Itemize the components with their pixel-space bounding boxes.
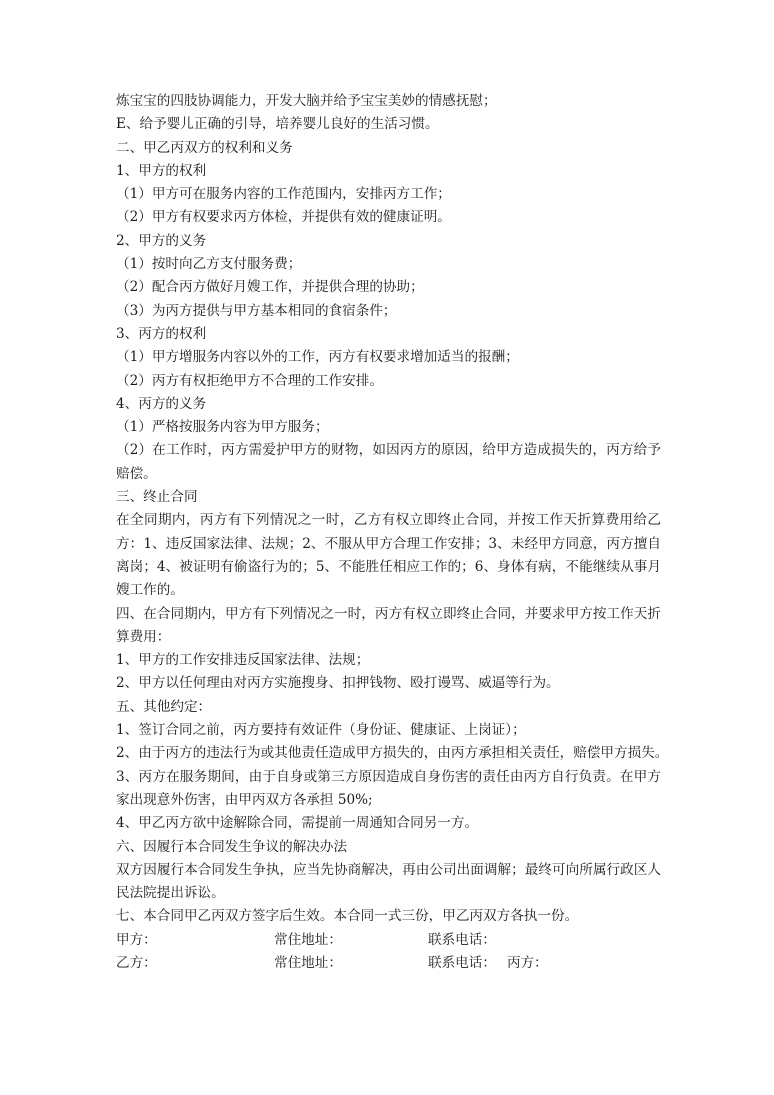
text-line: （2）甲方有权要求丙方体检，并提供有效的健康证明。: [116, 209, 451, 226]
text-line: 1、签订合同之前，丙方要持有效证件（身份证、健康证、上岗证）；: [116, 722, 526, 739]
section-heading: 五、其他约定：: [116, 698, 212, 715]
text-line: （2）丙方有权拒绝甲方不合理的工作安排。: [116, 372, 383, 389]
text-line: E、给予婴儿正确的引导，培养婴儿良好的生活习惯。: [116, 116, 439, 133]
text-line: （1）严格按服务内容为甲方服务；: [116, 419, 329, 436]
text-line: 1、甲方的工作安排违反国家法律、法规；: [116, 652, 370, 669]
signature-row-party-b: [116, 952, 661, 975]
contract-page: [116, 90, 669, 975]
paragraph-injury: 3、丙方在服务期间，由于自身或第三方原因造成自身伤害的责任由丙方自行负责。在甲方家出现意外伤害，由甲丙双方各承担 50%;: [116, 768, 661, 808]
address-label: 常住地址：: [274, 931, 342, 948]
section-heading: 二、甲乙丙双方的权利和义务: [116, 139, 293, 156]
text-line: 4、甲乙丙方欲中途解除合同，需提前一周通知合同另一方。: [116, 815, 479, 832]
section-heading: 三、终止合同: [116, 489, 198, 506]
text-line: （1）甲方可在服务内容的工作范围内，安排丙方工作；: [116, 186, 451, 203]
paragraph-termination-by-c: 四、在合同期内，甲方有下列情况之一时，丙方有权立即终止合同，并要求甲方按工作天折算费用：: [116, 605, 661, 645]
phone-label: 联系电话：: [428, 954, 496, 971]
text-line: 2、甲方以任何理由对丙方实施搜身、扣押钱物、殴打谩骂、威逼等行为。: [116, 675, 560, 692]
effective-clause: 七、本合同甲乙丙双方签字后生效。本合同一式三份，甲乙丙双方各执一份。: [116, 908, 579, 925]
text-line: （3）为丙方提供与甲方基本相同的食宿条件；: [116, 302, 397, 319]
subsection-heading: 1、甲方的权利: [116, 162, 207, 179]
subsection-heading: 3、丙方的权利: [116, 325, 207, 342]
paragraph-damage: （2）在工作时，丙方需爱护甲方的财物，如因丙方的原因，给甲方造成损失的，丙方给予赔偿。: [116, 442, 661, 482]
text-line: （1）按时向乙方支付服务费；: [116, 256, 302, 273]
paragraph-dispute: 双方因履行本合同发生争执，应当先协商解决，再由公司出面调解；最终可向所属行政区人民法院提出诉讼。: [116, 861, 661, 902]
party-a-label: 甲方：: [116, 931, 157, 948]
section-heading: 六、因履行本合同发生争议的解决办法: [116, 838, 348, 855]
party-b-label: 乙方：: [116, 954, 157, 971]
address-label: 常住地址：: [274, 954, 342, 971]
subsection-heading: 4、丙方的义务: [116, 395, 207, 412]
subsection-heading: 2、甲方的义务: [116, 232, 207, 249]
text-line: 2、由于丙方的违法行为或其他责任造成甲方损失的，由丙方承担相关责任，赔偿甲方损失。: [116, 745, 669, 762]
text-line: （2）配合丙方做好月嫂工作，并提供合理的协助；: [116, 279, 424, 296]
paragraph-termination-by-b: 在全同期内，丙方有下列情况之一时，乙方有权立即终止合同，并按工作天折算费用给乙方：1、违反国家法律、法规；2、不服从甲方合理工作安排；3、未经甲方同意，丙方擅自离岗；4、被证明有偷盗行为的；5、不能胜任相应工作的；6、身体有病，不能继续从事月嫂工作的。: [116, 512, 661, 599]
text-line: 炼宝宝的四肢协调能力，开发大脑并给予宝宝美妙的情感抚慰；: [116, 93, 497, 109]
phone-label: 联系电话：: [428, 931, 496, 948]
signature-row-party-a: [116, 929, 661, 952]
text-line: （1）甲方增服务内容以外的工作，丙方有权要求增加适当的报酬；: [116, 349, 519, 366]
party-c-label: 丙方：: [507, 954, 548, 971]
